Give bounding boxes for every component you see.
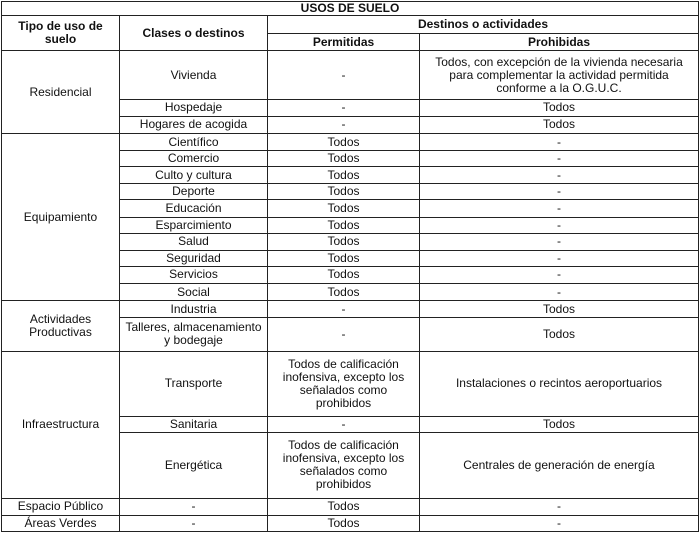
permitidas-cell: Todos — [268, 167, 420, 184]
permitidas-cell: Todos — [268, 233, 420, 250]
permitidas-cell: - — [268, 116, 420, 133]
prohibidas-cell: - — [420, 151, 699, 167]
permitidas-cell: - — [268, 99, 420, 116]
permitidas-cell: - — [268, 301, 420, 318]
header-clases: Clases o destinos — [120, 16, 268, 51]
class-cell: Seguridad — [120, 250, 268, 266]
class-cell: Talleres, almacenamiento y bodegaje — [120, 318, 268, 351]
table-row — [2, 351, 699, 416]
permitidas-cell: Todos — [268, 266, 420, 283]
prohibidas-cell: Todos — [420, 301, 699, 318]
table-title: USOS DE SUELO — [2, 2, 699, 16]
header-prohibidas: Prohibidas — [420, 34, 699, 51]
table-row — [2, 515, 699, 531]
category-areas-verdes: Áreas Verdes — [2, 515, 120, 531]
prohibidas-cell: Todos — [420, 318, 699, 351]
permitidas-cell: Todos — [268, 200, 420, 217]
class-cell: Social — [120, 284, 268, 301]
prohibidas-cell: - — [420, 184, 699, 200]
table-row — [2, 301, 699, 318]
class-cell: Industria — [120, 301, 268, 318]
permitidas-cell: - — [268, 51, 420, 99]
permitidas-cell: Todos — [268, 184, 420, 200]
prohibidas-cell: - — [420, 250, 699, 266]
prohibidas-cell: - — [420, 498, 699, 515]
table-row — [2, 133, 699, 150]
category-espacio-publico: Espacio Público — [2, 498, 120, 515]
table-row — [2, 498, 699, 515]
class-cell: Hospedaje — [120, 99, 268, 116]
permitidas-cell: Todos — [268, 498, 420, 515]
land-use-table — [1, 1, 699, 532]
prohibidas-cell: - — [420, 200, 699, 217]
prohibidas-cell: Centrales de generación de energía — [420, 433, 699, 498]
header-destinos: Destinos o actividades — [268, 16, 699, 34]
header-tipo: Tipo de uso de suelo — [2, 16, 120, 51]
category-equipamiento: Equipamiento — [2, 133, 120, 300]
prohibidas-cell: - — [420, 133, 699, 150]
permitidas-cell: Todos — [268, 515, 420, 531]
class-cell: Culto y cultura — [120, 167, 268, 184]
permitidas-cell: Todos — [268, 217, 420, 233]
prohibidas-cell: Instalaciones o recintos aeroportuarios — [420, 351, 699, 416]
category-actividades-productivas: Actividades Productivas — [2, 301, 120, 351]
table-row — [2, 51, 699, 99]
prohibidas-cell: - — [420, 515, 699, 531]
permitidas-cell: Todos — [268, 151, 420, 167]
class-cell: - — [120, 515, 268, 531]
category-residencial: Residencial — [2, 51, 120, 134]
class-cell: Comercio — [120, 151, 268, 167]
permitidas-cell: - — [268, 318, 420, 351]
class-cell: Esparcimiento — [120, 217, 268, 233]
permitidas-cell: Todos — [268, 133, 420, 150]
permitidas-cell: Todos de calificación inofensiva, excepto los señalados como prohibidos — [268, 433, 420, 498]
permitidas-cell: Todos — [268, 284, 420, 301]
prohibidas-cell: - — [420, 217, 699, 233]
prohibidas-cell: Todos — [420, 417, 699, 433]
class-cell: Científico — [120, 133, 268, 150]
class-cell: Deporte — [120, 184, 268, 200]
class-cell: Transporte — [120, 351, 268, 416]
permitidas-cell: - — [268, 417, 420, 433]
header-permitidas: Permitidas — [268, 34, 420, 51]
prohibidas-cell: - — [420, 266, 699, 283]
class-cell: - — [120, 498, 268, 515]
prohibidas-cell: Todos, con excepción de la vivienda necesaria para complementar la actividad permitida conforme a la O.G.U.C. — [420, 51, 699, 99]
class-cell: Educación — [120, 200, 268, 217]
permitidas-cell: Todos de calificación inofensiva, excepto los señalados como prohibidos — [268, 351, 420, 416]
class-cell: Servicios — [120, 266, 268, 283]
class-cell: Hogares de acogida — [120, 116, 268, 133]
class-cell: Vivienda — [120, 51, 268, 99]
prohibidas-cell: - — [420, 167, 699, 184]
prohibidas-cell: - — [420, 284, 699, 301]
permitidas-cell: Todos — [268, 250, 420, 266]
prohibidas-cell: - — [420, 233, 699, 250]
category-infraestructura: Infraestructura — [2, 351, 120, 498]
prohibidas-cell: Todos — [420, 99, 699, 116]
class-cell: Energética — [120, 433, 268, 498]
class-cell: Salud — [120, 233, 268, 250]
prohibidas-cell: Todos — [420, 116, 699, 133]
class-cell: Sanitaria — [120, 417, 268, 433]
